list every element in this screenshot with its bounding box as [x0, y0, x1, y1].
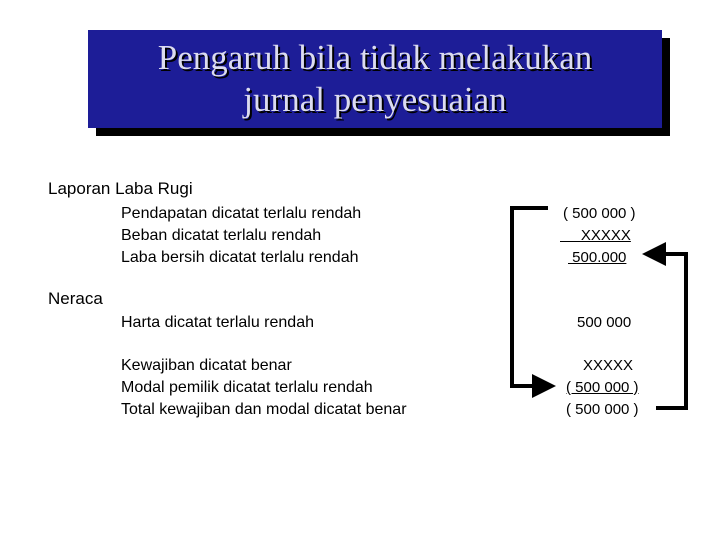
laba-rugi-row-label: Laba bersih dicatat terlalu rendah [121, 249, 359, 266]
neraca-row-value: 500 000 [577, 314, 632, 331]
neraca-row-label: Total kewajiban dan modal dicatat benar [121, 401, 407, 418]
right-bracket-arrow [650, 254, 686, 408]
laba-rugi-row-label: Pendapatan dicatat terlalu rendah [121, 205, 362, 222]
neraca-row-label: Modal pemilik dicatat terlalu rendah [121, 379, 373, 396]
neraca-row-label: Kewajiban dicatat benar [121, 357, 292, 374]
laba-rugi-row-value: ( 500 000 ) [563, 205, 636, 222]
laba-rugi-row-label: Beban dicatat terlalu rendah [121, 227, 322, 244]
neraca-heading: Neraca [48, 289, 103, 308]
neraca-row-value: ( 500 000 ) [566, 401, 639, 418]
title-line-1: Pengaruh bila tidak melakukan [157, 38, 593, 77]
left-bracket-arrow [512, 208, 548, 386]
title-line-2: jurnal penyesuaian [243, 80, 507, 119]
laba-rugi-row-value: 500.000 [568, 249, 627, 266]
neraca-row-value: XXXXX [583, 357, 634, 374]
neraca-row-value: ( 500 000 ) [566, 379, 639, 396]
neraca-row-label: Harta dicatat terlalu rendah [121, 314, 314, 331]
laba-rugi-row-value: XXXXX [560, 227, 631, 244]
laba-rugi-heading: Laporan Laba Rugi [48, 179, 193, 198]
